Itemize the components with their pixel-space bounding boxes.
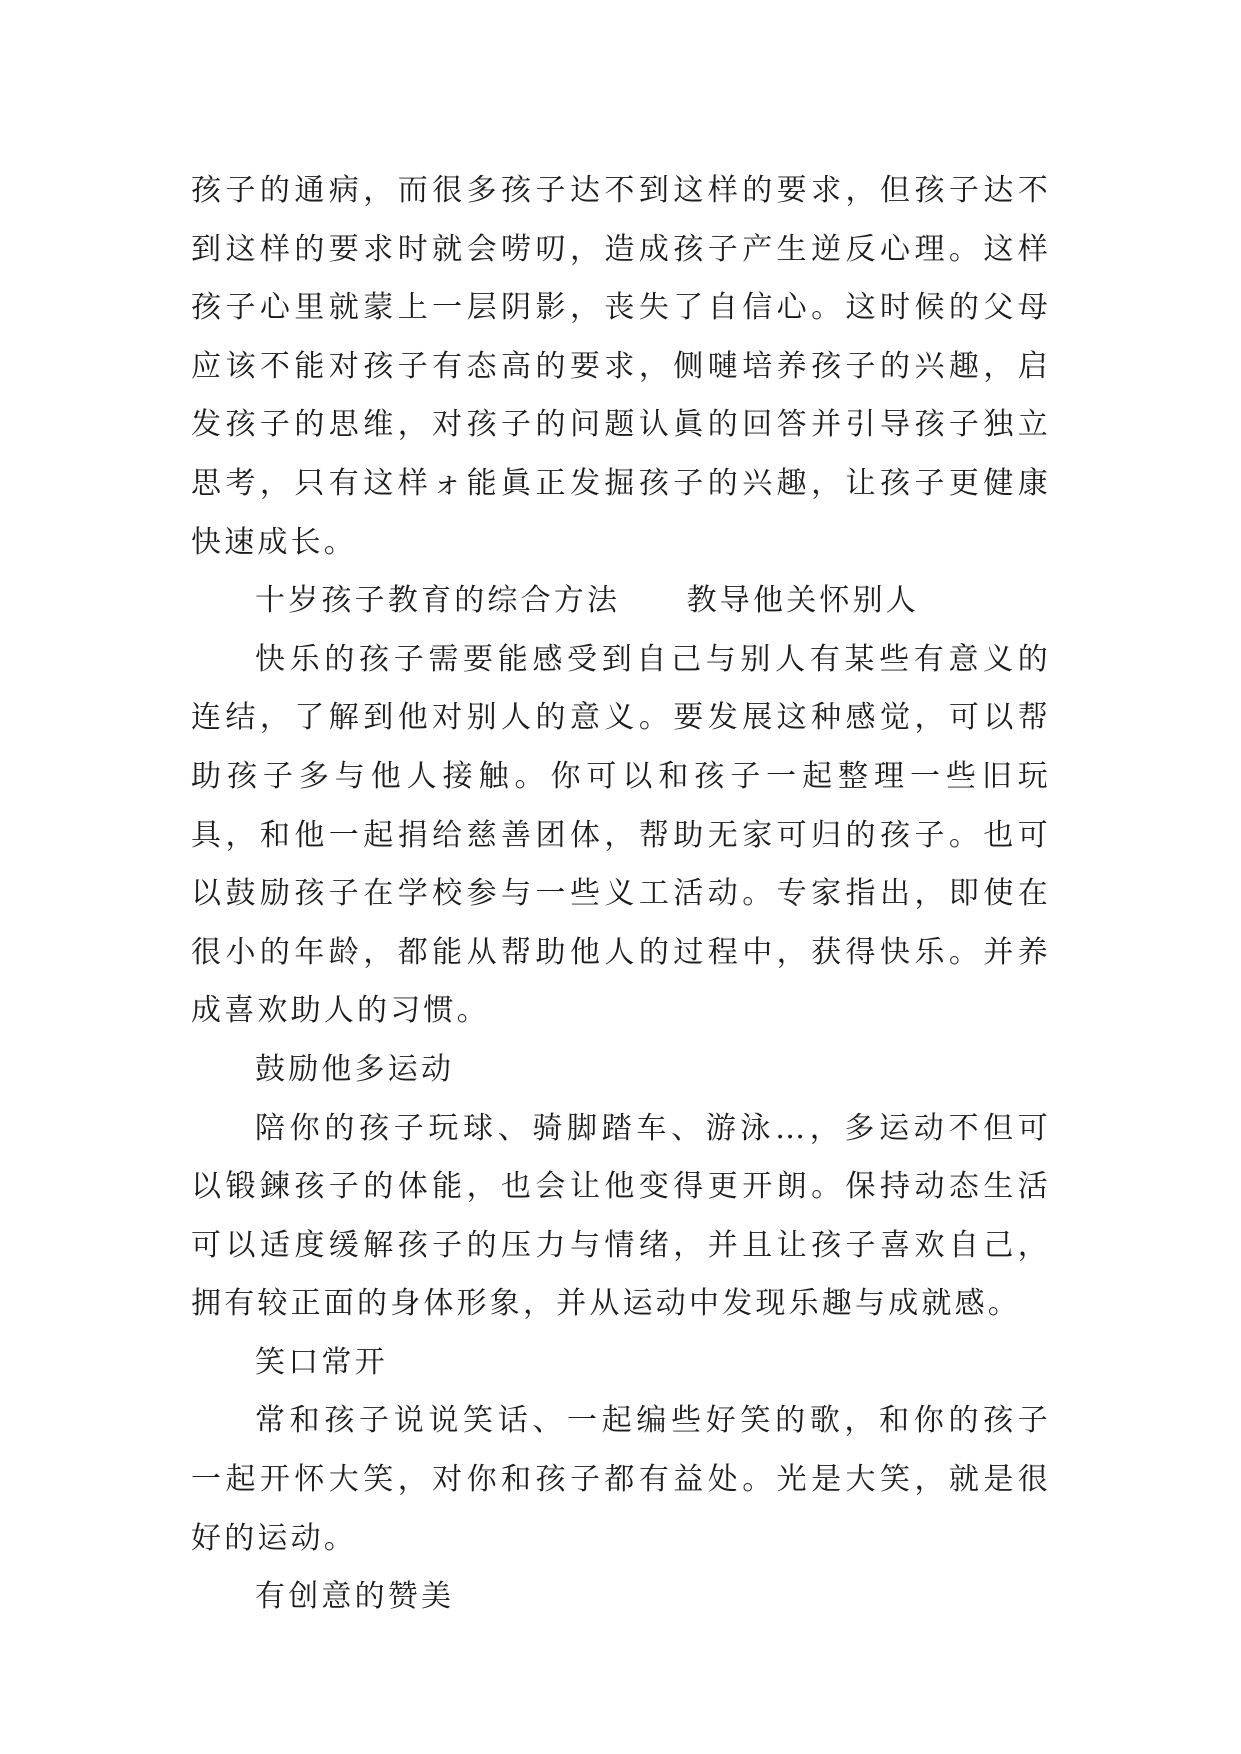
section-heading: 鼓励他多运动 [255,1051,455,1087]
section-heading: 笑口常开 [255,1344,388,1380]
body-paragraph: 快乐的孩子需要能感受到自己与别人有某些有意义的连结，了解到他对别人的意义。要发展这种感觉，可以帮助孩子多与他人接触。你可以和孩子一起整理一些旧玩具，和他一起捐给慈善团体，帮助无家可归的孩子。也可以鼓励孩子在学校参与一些义工活动。专家指出，即使在很小的年龄，都能从帮助他人的过程中，获得快乐。并养成喜欢助人的习惯。 [191,641,1051,1029]
document-body [191,162,1051,1627]
section-heading: 十岁孩子教育的综合方法 教导他关怀别人 [255,583,919,619]
body-paragraph: 常和孩子说说笑话、一起编些好笑的歌，和你的孩子一起开怀大笑，对你和孩子都有益处。光是大笑，就是很好的运动。 [191,1403,1051,1556]
section-heading: 有创意的赞美 [255,1579,455,1615]
body-paragraph: 陪你的孩子玩球、骑脚踏车、游泳…，多运动不但可以锻鍊孩子的体能，也会让他变得更开朗。保持动态生活可以适度缓解孩子的压力与情绪，并且让孩子喜欢自己，拥有较正面的身体形象，并从运动中发现乐趣与成就感。 [191,1110,1051,1322]
body-paragraph: 孩子的通病，而很多孩子达不到这样的要求，但孩子达不到这样的要求时就会唠叨，造成孩子产生逆反心理。这样孩子心里就蒙上一层阴影，丧失了自信心。这时候的父母应该不能对孩子有态高的要求，侧嗹培养孩子的兴趣，启发孩子的思维，对孩子的问题认眞的回答并引导孩子独立思考，只有这样ォ能眞正发掘孩子的兴趣，让孩子更健康快速成长。 [191,173,1051,560]
